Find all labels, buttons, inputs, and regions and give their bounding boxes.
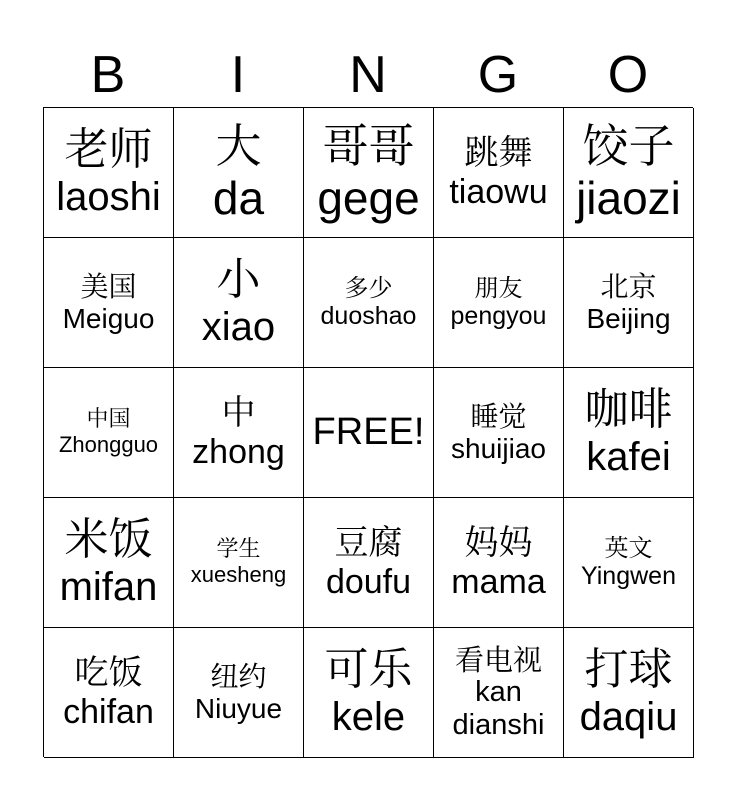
- cell-chinese: 看电视: [454, 642, 542, 677]
- header-letter-b: B: [90, 46, 126, 104]
- cell-pinyin: chifan: [63, 692, 154, 731]
- bingo-cell[interactable]: [304, 628, 434, 758]
- cell-pinyin: Zhongguo: [58, 431, 159, 457]
- bingo-cell[interactable]: [174, 498, 304, 628]
- bingo-cell[interactable]: [304, 238, 434, 368]
- cell-pinyin: Beijing: [586, 302, 671, 334]
- cell-chinese: 中国: [86, 406, 131, 432]
- cell-pinyin: kele: [331, 694, 406, 739]
- cell-chinese: 妈妈: [464, 523, 533, 564]
- cell-pinyin: kafei: [586, 434, 671, 479]
- cell-pinyin: kan: [475, 676, 522, 709]
- cell-pinyin: zhong: [192, 432, 285, 471]
- bingo-cell[interactable]: [44, 628, 174, 758]
- bingo-card-grid: [43, 107, 693, 757]
- cell-chinese: 大: [215, 118, 262, 173]
- cell-pinyin-line2: dianshi: [452, 708, 545, 741]
- cell-pinyin: mifan: [59, 564, 158, 609]
- cell-pinyin: daqiu: [579, 694, 678, 739]
- cell-chinese: 睡觉: [470, 400, 527, 434]
- bingo-cell[interactable]: [434, 108, 564, 238]
- cell-pinyin: tiaowu: [449, 172, 548, 211]
- bingo-cell[interactable]: [434, 498, 564, 628]
- cell-chinese: 美国: [80, 270, 137, 304]
- bingo-cell[interactable]: [44, 238, 174, 368]
- bingo-cell[interactable]: [564, 108, 694, 238]
- header-letter-g: G: [477, 46, 519, 104]
- bingo-header: [43, 44, 693, 106]
- bingo-cell[interactable]: [304, 498, 434, 628]
- cell-chinese: 米饭: [64, 514, 153, 566]
- header-letter-o: O: [607, 46, 649, 104]
- cell-pinyin: xiao: [201, 304, 276, 349]
- bingo-cell[interactable]: [44, 108, 174, 238]
- cell-chinese: 吃饭: [74, 653, 143, 694]
- cell-chinese: 老师: [64, 124, 153, 176]
- cell-chinese: 英文: [604, 534, 653, 563]
- bingo-cell[interactable]: [564, 238, 694, 368]
- cell-pinyin: mama: [451, 562, 546, 601]
- cell-chinese: 小: [216, 254, 261, 306]
- cell-chinese: 可乐: [324, 644, 413, 696]
- cell-chinese: 咖啡: [584, 384, 673, 436]
- bingo-cell[interactable]: [174, 238, 304, 368]
- cell-pinyin: doufu: [325, 562, 412, 601]
- cell-chinese: 饺子: [582, 118, 675, 173]
- cell-chinese: 打球: [584, 644, 673, 696]
- header-letter-i: I: [230, 46, 246, 104]
- free-space-label: FREE!: [312, 411, 425, 454]
- cell-pinyin: shuijiao: [451, 432, 546, 464]
- header-letter-n: N: [349, 46, 387, 104]
- cell-chinese: 北京: [600, 270, 657, 304]
- cell-pinyin: pengyou: [450, 301, 547, 330]
- bingo-cell[interactable]: [434, 368, 564, 498]
- bingo-cell[interactable]: [564, 368, 694, 498]
- bingo-cell[interactable]: [174, 108, 304, 238]
- cell-pinyin: Yingwen: [581, 561, 676, 590]
- cell-chinese: 朋友: [474, 274, 523, 303]
- bingo-cell[interactable]: [434, 628, 564, 758]
- bingo-cell[interactable]: [564, 628, 694, 758]
- bingo-cell[interactable]: [174, 628, 304, 758]
- cell-chinese: 中: [221, 393, 256, 434]
- cell-chinese: 学生: [216, 536, 261, 562]
- bingo-cell[interactable]: [564, 498, 694, 628]
- cell-chinese: 哥哥: [322, 118, 415, 173]
- cell-pinyin: xuesheng: [190, 561, 287, 587]
- bingo-cell[interactable]: [174, 368, 304, 498]
- cell-chinese: 多少: [344, 274, 393, 303]
- bingo-cell[interactable]: [44, 498, 174, 628]
- cell-pinyin: Niuyue: [194, 692, 283, 724]
- bingo-cell[interactable]: [434, 238, 564, 368]
- cell-chinese: 跳舞: [464, 133, 533, 174]
- cell-pinyin: da: [212, 171, 265, 224]
- cell-pinyin: jiaozi: [576, 171, 681, 224]
- cell-chinese: 豆腐: [334, 523, 403, 564]
- cell-pinyin: Meiguo: [62, 302, 155, 334]
- bingo-cell[interactable]: [304, 108, 434, 238]
- bingo-cell[interactable]: [44, 368, 174, 498]
- cell-pinyin: duoshao: [320, 301, 417, 330]
- cell-pinyin: gege: [317, 171, 420, 224]
- cell-chinese: 纽约: [210, 660, 267, 694]
- cell-pinyin: laoshi: [56, 174, 161, 219]
- free-space-cell[interactable]: [304, 368, 434, 498]
